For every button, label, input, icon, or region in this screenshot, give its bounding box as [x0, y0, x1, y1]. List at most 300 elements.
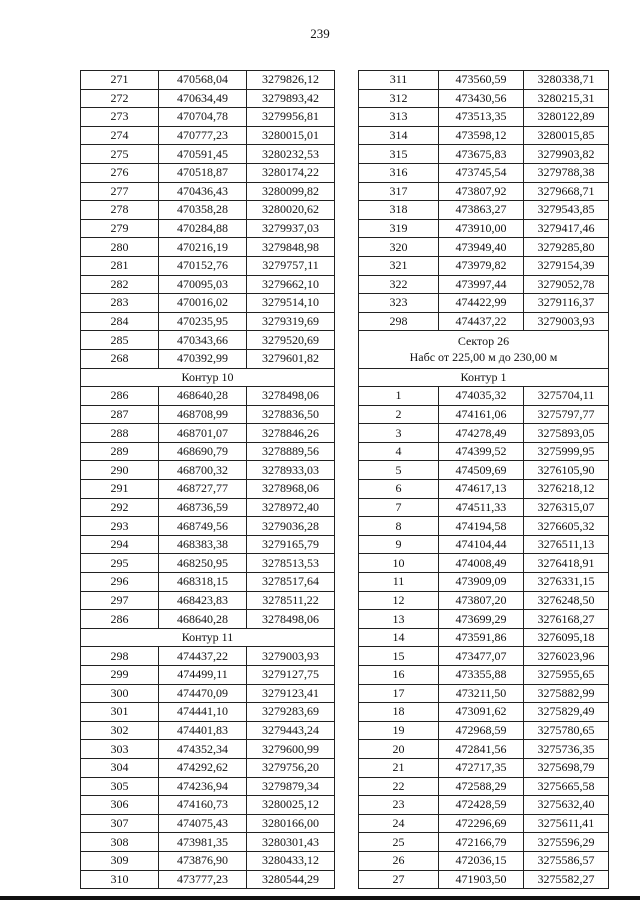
coordinate-x: 474399,52 — [439, 442, 524, 461]
point-number: 296 — [81, 573, 159, 592]
table-row — [359, 182, 609, 201]
coordinate-y: 3276095,18 — [524, 628, 609, 647]
table-row — [359, 851, 609, 870]
coordinate-y: 3275582,27 — [524, 870, 609, 889]
table-row — [359, 591, 609, 610]
point-number: 286 — [81, 387, 159, 406]
coordinate-x: 474161,06 — [439, 405, 524, 424]
left-coordinates-table — [80, 70, 335, 889]
coordinate-y: 3279893,42 — [247, 89, 335, 108]
point-number: 14 — [359, 628, 439, 647]
table-row — [359, 126, 609, 145]
coordinate-y: 3279520,69 — [247, 331, 335, 350]
coordinate-y: 3276168,27 — [524, 610, 609, 629]
table-row — [359, 294, 609, 313]
coordinate-x: 473981,35 — [159, 833, 247, 852]
table-row — [359, 480, 609, 499]
table-row — [359, 219, 609, 238]
coordinate-y: 3278836,50 — [247, 405, 335, 424]
coordinate-x: 474104,44 — [439, 535, 524, 554]
point-number: 283 — [81, 294, 159, 313]
point-number: 291 — [81, 480, 159, 499]
table-row — [81, 238, 335, 257]
coordinate-x: 474278,49 — [439, 424, 524, 443]
coordinate-y: 3275882,99 — [524, 684, 609, 703]
coordinate-x: 470358,28 — [159, 201, 247, 220]
point-number: 311 — [359, 71, 439, 90]
coordinate-x: 474352,34 — [159, 740, 247, 759]
coordinate-x: 472166,79 — [439, 833, 524, 852]
coordinate-x: 473091,62 — [439, 703, 524, 722]
contour-heading: Контур 11 — [81, 628, 335, 647]
coordinate-y: 3279443,24 — [247, 721, 335, 740]
sector-heading — [359, 331, 609, 368]
table-row — [359, 870, 609, 889]
table-row — [81, 89, 335, 108]
coordinate-y: 3278972,40 — [247, 498, 335, 517]
page-number: 239 — [310, 26, 330, 41]
sector-heading-row — [359, 331, 609, 368]
coordinate-x: 474441,10 — [159, 703, 247, 722]
table-row — [359, 777, 609, 796]
coordinate-y: 3279756,20 — [247, 758, 335, 777]
coordinate-x: 473699,29 — [439, 610, 524, 629]
coordinate-x: 472428,59 — [439, 796, 524, 815]
coordinate-x: 471903,50 — [439, 870, 524, 889]
point-number: 23 — [359, 796, 439, 815]
coordinate-y: 3280015,85 — [524, 126, 609, 145]
coordinate-y: 3280015,01 — [247, 126, 335, 145]
table-row — [81, 591, 335, 610]
coordinate-x: 470777,23 — [159, 126, 247, 145]
coordinate-y: 3279514,10 — [247, 294, 335, 313]
table-row — [359, 71, 609, 90]
table-row — [359, 535, 609, 554]
coordinate-x: 470591,45 — [159, 145, 247, 164]
coordinate-x: 468640,28 — [159, 610, 247, 629]
point-number: 272 — [81, 89, 159, 108]
coordinate-y: 3279154,39 — [524, 256, 609, 275]
coordinate-y: 3279937,03 — [247, 219, 335, 238]
table-row — [81, 331, 335, 350]
contour-heading-row — [81, 628, 335, 647]
coordinate-x: 468749,56 — [159, 517, 247, 536]
coordinate-y: 3279848,98 — [247, 238, 335, 257]
table-row — [359, 424, 609, 443]
coordinate-y: 3276605,32 — [524, 517, 609, 536]
table-row — [359, 758, 609, 777]
table-row — [81, 256, 335, 275]
table-row — [81, 740, 335, 759]
point-number: 271 — [81, 71, 159, 90]
coordinate-y: 3275797,77 — [524, 405, 609, 424]
coordinate-y: 3275736,35 — [524, 740, 609, 759]
table-row — [359, 684, 609, 703]
table-row — [81, 71, 335, 90]
coordinate-y: 3276218,12 — [524, 480, 609, 499]
table-row — [81, 684, 335, 703]
sector-title: Сектор 26 — [457, 334, 510, 349]
point-number: 25 — [359, 833, 439, 852]
coordinate-x: 468701,07 — [159, 424, 247, 443]
coordinate-x: 473910,00 — [439, 219, 524, 238]
table-row — [359, 387, 609, 406]
table-row — [359, 721, 609, 740]
point-number: 274 — [81, 126, 159, 145]
coordinate-x: 473777,23 — [159, 870, 247, 889]
coordinate-y: 3278511,22 — [247, 591, 335, 610]
coordinate-x: 474401,83 — [159, 721, 247, 740]
point-number: 13 — [359, 610, 439, 629]
point-number: 4 — [359, 442, 439, 461]
table-row — [81, 387, 335, 406]
point-number: 281 — [81, 256, 159, 275]
coordinate-x: 474194,58 — [439, 517, 524, 536]
coordinate-x: 468727,77 — [159, 480, 247, 499]
table-row — [359, 628, 609, 647]
coordinate-y: 3280301,43 — [247, 833, 335, 852]
table-row — [359, 89, 609, 108]
coordinate-x: 468250,95 — [159, 554, 247, 573]
table-row — [359, 312, 609, 331]
coordinate-y: 3279116,37 — [524, 294, 609, 313]
coordinate-x: 470436,43 — [159, 182, 247, 201]
coordinate-y: 3279417,46 — [524, 219, 609, 238]
coordinate-y: 3280338,71 — [524, 71, 609, 90]
coordinate-y: 3276331,15 — [524, 573, 609, 592]
table-row — [81, 535, 335, 554]
table-row — [359, 554, 609, 573]
point-number: 303 — [81, 740, 159, 759]
coordinate-y: 3275704,11 — [524, 387, 609, 406]
coordinate-x: 474470,09 — [159, 684, 247, 703]
coordinate-x: 470152,76 — [159, 256, 247, 275]
coordinate-x: 468318,15 — [159, 573, 247, 592]
table-row — [81, 294, 335, 313]
point-number: 278 — [81, 201, 159, 220]
point-number: 15 — [359, 647, 439, 666]
coordinate-x: 473355,88 — [439, 666, 524, 685]
table-row — [359, 610, 609, 629]
contour-heading-row — [359, 368, 609, 387]
table-row — [81, 573, 335, 592]
coordinate-x: 470568,04 — [159, 71, 247, 90]
point-number: 290 — [81, 461, 159, 480]
coordinate-y: 3275698,79 — [524, 758, 609, 777]
coordinate-x: 474292,62 — [159, 758, 247, 777]
table-row — [81, 182, 335, 201]
point-number: 22 — [359, 777, 439, 796]
table-row — [81, 758, 335, 777]
table-row — [359, 201, 609, 220]
coordinate-y: 3278513,53 — [247, 554, 335, 573]
point-number: 322 — [359, 275, 439, 294]
coordinate-y: 3279123,41 — [247, 684, 335, 703]
coordinate-y: 3275632,40 — [524, 796, 609, 815]
coordinate-x: 472036,15 — [439, 851, 524, 870]
point-number: 293 — [81, 517, 159, 536]
table-row — [359, 275, 609, 294]
point-number: 295 — [81, 554, 159, 573]
point-number: 302 — [81, 721, 159, 740]
table-row — [359, 108, 609, 127]
table-row — [81, 405, 335, 424]
table-row — [359, 405, 609, 424]
coordinate-y: 3276023,96 — [524, 647, 609, 666]
point-number: 305 — [81, 777, 159, 796]
table-row — [81, 870, 335, 889]
table-row — [81, 610, 335, 629]
coordinate-y: 3280025,12 — [247, 796, 335, 815]
coordinate-x: 472717,35 — [439, 758, 524, 777]
coordinate-y: 3275780,65 — [524, 721, 609, 740]
point-number: 287 — [81, 405, 159, 424]
point-number: 282 — [81, 275, 159, 294]
point-number: 307 — [81, 814, 159, 833]
point-number: 284 — [81, 312, 159, 331]
table-row — [359, 256, 609, 275]
table-row — [359, 573, 609, 592]
point-number: 7 — [359, 498, 439, 517]
point-number: 318 — [359, 201, 439, 220]
coordinate-x: 474509,69 — [439, 461, 524, 480]
coordinate-y: 3280099,82 — [247, 182, 335, 201]
point-number: 314 — [359, 126, 439, 145]
coordinate-y: 3275955,65 — [524, 666, 609, 685]
coordinate-y: 3275665,58 — [524, 777, 609, 796]
coordinate-y: 3275586,57 — [524, 851, 609, 870]
coordinate-x: 473909,09 — [439, 573, 524, 592]
point-number: 320 — [359, 238, 439, 257]
coordinate-y: 3279788,38 — [524, 163, 609, 182]
coordinate-y: 3279543,85 — [524, 201, 609, 220]
coordinate-y: 3279319,69 — [247, 312, 335, 331]
table-row — [359, 442, 609, 461]
coordinate-y: 3280122,89 — [524, 108, 609, 127]
coordinate-y: 3279662,10 — [247, 275, 335, 294]
coordinate-y: 3276418,91 — [524, 554, 609, 573]
point-number: 10 — [359, 554, 439, 573]
table-row — [81, 349, 335, 368]
table-row — [81, 145, 335, 164]
point-number: 16 — [359, 666, 439, 685]
table-row — [359, 814, 609, 833]
table-row — [359, 238, 609, 257]
coordinate-x: 474035,32 — [439, 387, 524, 406]
coordinate-y: 3279165,79 — [247, 535, 335, 554]
coordinate-y: 3276315,07 — [524, 498, 609, 517]
coordinate-y: 3279757,11 — [247, 256, 335, 275]
table-row — [81, 201, 335, 220]
coordinate-y: 3280232,53 — [247, 145, 335, 164]
coordinate-x: 470392,99 — [159, 349, 247, 368]
point-number: 273 — [81, 108, 159, 127]
coordinate-x: 472588,29 — [439, 777, 524, 796]
table-row — [359, 163, 609, 182]
table-row — [359, 833, 609, 852]
coordinate-y: 3275596,29 — [524, 833, 609, 852]
table-row — [81, 480, 335, 499]
coordinate-y: 3275893,05 — [524, 424, 609, 443]
point-number: 292 — [81, 498, 159, 517]
point-number: 298 — [359, 312, 439, 331]
coordinate-x: 468736,59 — [159, 498, 247, 517]
coordinate-x: 473863,27 — [439, 201, 524, 220]
point-number: 299 — [81, 666, 159, 685]
coordinate-x: 473876,90 — [159, 851, 247, 870]
table-row — [359, 498, 609, 517]
coordinate-x: 474236,94 — [159, 777, 247, 796]
coordinate-y: 3279600,99 — [247, 740, 335, 759]
point-number: 315 — [359, 145, 439, 164]
coordinate-y: 3279601,82 — [247, 349, 335, 368]
coordinate-x: 473430,56 — [439, 89, 524, 108]
sector-height-range: Набс от 225,00 м до 230,00 м — [409, 350, 558, 365]
coordinate-y: 3279003,93 — [247, 647, 335, 666]
table-row — [81, 796, 335, 815]
scan-bottom-edge — [0, 896, 640, 900]
coordinate-y: 3279956,81 — [247, 108, 335, 127]
table-row — [81, 666, 335, 685]
coordinate-x: 468708,99 — [159, 405, 247, 424]
contour-heading: Контур 1 — [359, 368, 609, 387]
coordinate-x: 473591,86 — [439, 628, 524, 647]
table-row — [81, 219, 335, 238]
coordinate-x: 472841,56 — [439, 740, 524, 759]
point-number: 6 — [359, 480, 439, 499]
table-row — [81, 517, 335, 536]
coordinate-x: 472968,59 — [439, 721, 524, 740]
coordinate-x: 470016,02 — [159, 294, 247, 313]
coordinate-x: 473675,83 — [439, 145, 524, 164]
coordinate-x: 468700,32 — [159, 461, 247, 480]
coordinate-y: 3279052,78 — [524, 275, 609, 294]
point-number: 21 — [359, 758, 439, 777]
coordinate-x: 473949,40 — [439, 238, 524, 257]
coordinate-y: 3279003,93 — [524, 312, 609, 331]
coordinate-x: 468640,28 — [159, 387, 247, 406]
point-number: 5 — [359, 461, 439, 480]
table-row — [81, 777, 335, 796]
coordinate-y: 3279036,28 — [247, 517, 335, 536]
coordinate-y: 3276248,50 — [524, 591, 609, 610]
table-row — [81, 554, 335, 573]
point-number: 11 — [359, 573, 439, 592]
coordinate-y: 3275611,41 — [524, 814, 609, 833]
point-number: 317 — [359, 182, 439, 201]
coordinate-y: 3278517,64 — [247, 573, 335, 592]
coordinate-y: 3280215,31 — [524, 89, 609, 108]
table-row — [81, 424, 335, 443]
coordinate-x: 473560,59 — [439, 71, 524, 90]
coordinate-y: 3275999,95 — [524, 442, 609, 461]
table-row — [81, 721, 335, 740]
contour-heading-row — [81, 368, 335, 387]
coordinate-y: 3279903,82 — [524, 145, 609, 164]
coordinate-y: 3278933,03 — [247, 461, 335, 480]
coordinate-x: 470634,49 — [159, 89, 247, 108]
coordinate-x: 474160,73 — [159, 796, 247, 815]
coordinate-y: 3278498,06 — [247, 610, 335, 629]
table-row — [81, 498, 335, 517]
coordinate-y: 3278889,56 — [247, 442, 335, 461]
table-row — [81, 851, 335, 870]
point-number: 2 — [359, 405, 439, 424]
coordinate-x: 468423,83 — [159, 591, 247, 610]
point-number: 17 — [359, 684, 439, 703]
point-number: 19 — [359, 721, 439, 740]
coordinate-x: 470216,19 — [159, 238, 247, 257]
coordinate-x: 474422,99 — [439, 294, 524, 313]
coordinate-y: 3280166,00 — [247, 814, 335, 833]
coordinate-y: 3279668,71 — [524, 182, 609, 201]
point-number: 323 — [359, 294, 439, 313]
coordinate-x: 470704,78 — [159, 108, 247, 127]
point-number: 275 — [81, 145, 159, 164]
table-row — [81, 275, 335, 294]
coordinate-x: 473598,12 — [439, 126, 524, 145]
coordinate-x: 474511,33 — [439, 498, 524, 517]
point-number: 26 — [359, 851, 439, 870]
point-number: 321 — [359, 256, 439, 275]
coordinate-x: 473211,50 — [439, 684, 524, 703]
coordinate-y: 3276511,13 — [524, 535, 609, 554]
coordinate-x: 470235,95 — [159, 312, 247, 331]
coordinate-y: 3280433,12 — [247, 851, 335, 870]
table-row — [359, 517, 609, 536]
coordinate-x: 474437,22 — [439, 312, 524, 331]
point-number: 20 — [359, 740, 439, 759]
point-number: 289 — [81, 442, 159, 461]
coordinate-y: 3278968,06 — [247, 480, 335, 499]
point-number: 316 — [359, 163, 439, 182]
table-row — [359, 461, 609, 480]
point-number: 309 — [81, 851, 159, 870]
coordinate-y: 3278498,06 — [247, 387, 335, 406]
coordinate-y: 3276105,90 — [524, 461, 609, 480]
table-row — [359, 740, 609, 759]
coordinate-x: 473979,82 — [439, 256, 524, 275]
table-row — [359, 703, 609, 722]
table-row — [359, 796, 609, 815]
point-number: 297 — [81, 591, 159, 610]
coordinate-x: 470095,03 — [159, 275, 247, 294]
table-row — [81, 814, 335, 833]
coordinate-x: 474008,49 — [439, 554, 524, 573]
table-row — [81, 833, 335, 852]
point-number: 9 — [359, 535, 439, 554]
coordinate-x: 474437,22 — [159, 647, 247, 666]
point-number: 277 — [81, 182, 159, 201]
point-number: 24 — [359, 814, 439, 833]
coordinate-x: 474075,43 — [159, 814, 247, 833]
point-number: 298 — [81, 647, 159, 666]
coordinate-x: 473807,20 — [439, 591, 524, 610]
point-number: 300 — [81, 684, 159, 703]
coordinate-x: 468383,38 — [159, 535, 247, 554]
point-number: 285 — [81, 331, 159, 350]
point-number: 8 — [359, 517, 439, 536]
point-number: 280 — [81, 238, 159, 257]
coordinate-y: 3279285,80 — [524, 238, 609, 257]
table-row — [81, 108, 335, 127]
point-number: 310 — [81, 870, 159, 889]
point-number: 306 — [81, 796, 159, 815]
point-number: 1 — [359, 387, 439, 406]
point-number: 301 — [81, 703, 159, 722]
point-number: 313 — [359, 108, 439, 127]
point-number: 12 — [359, 591, 439, 610]
